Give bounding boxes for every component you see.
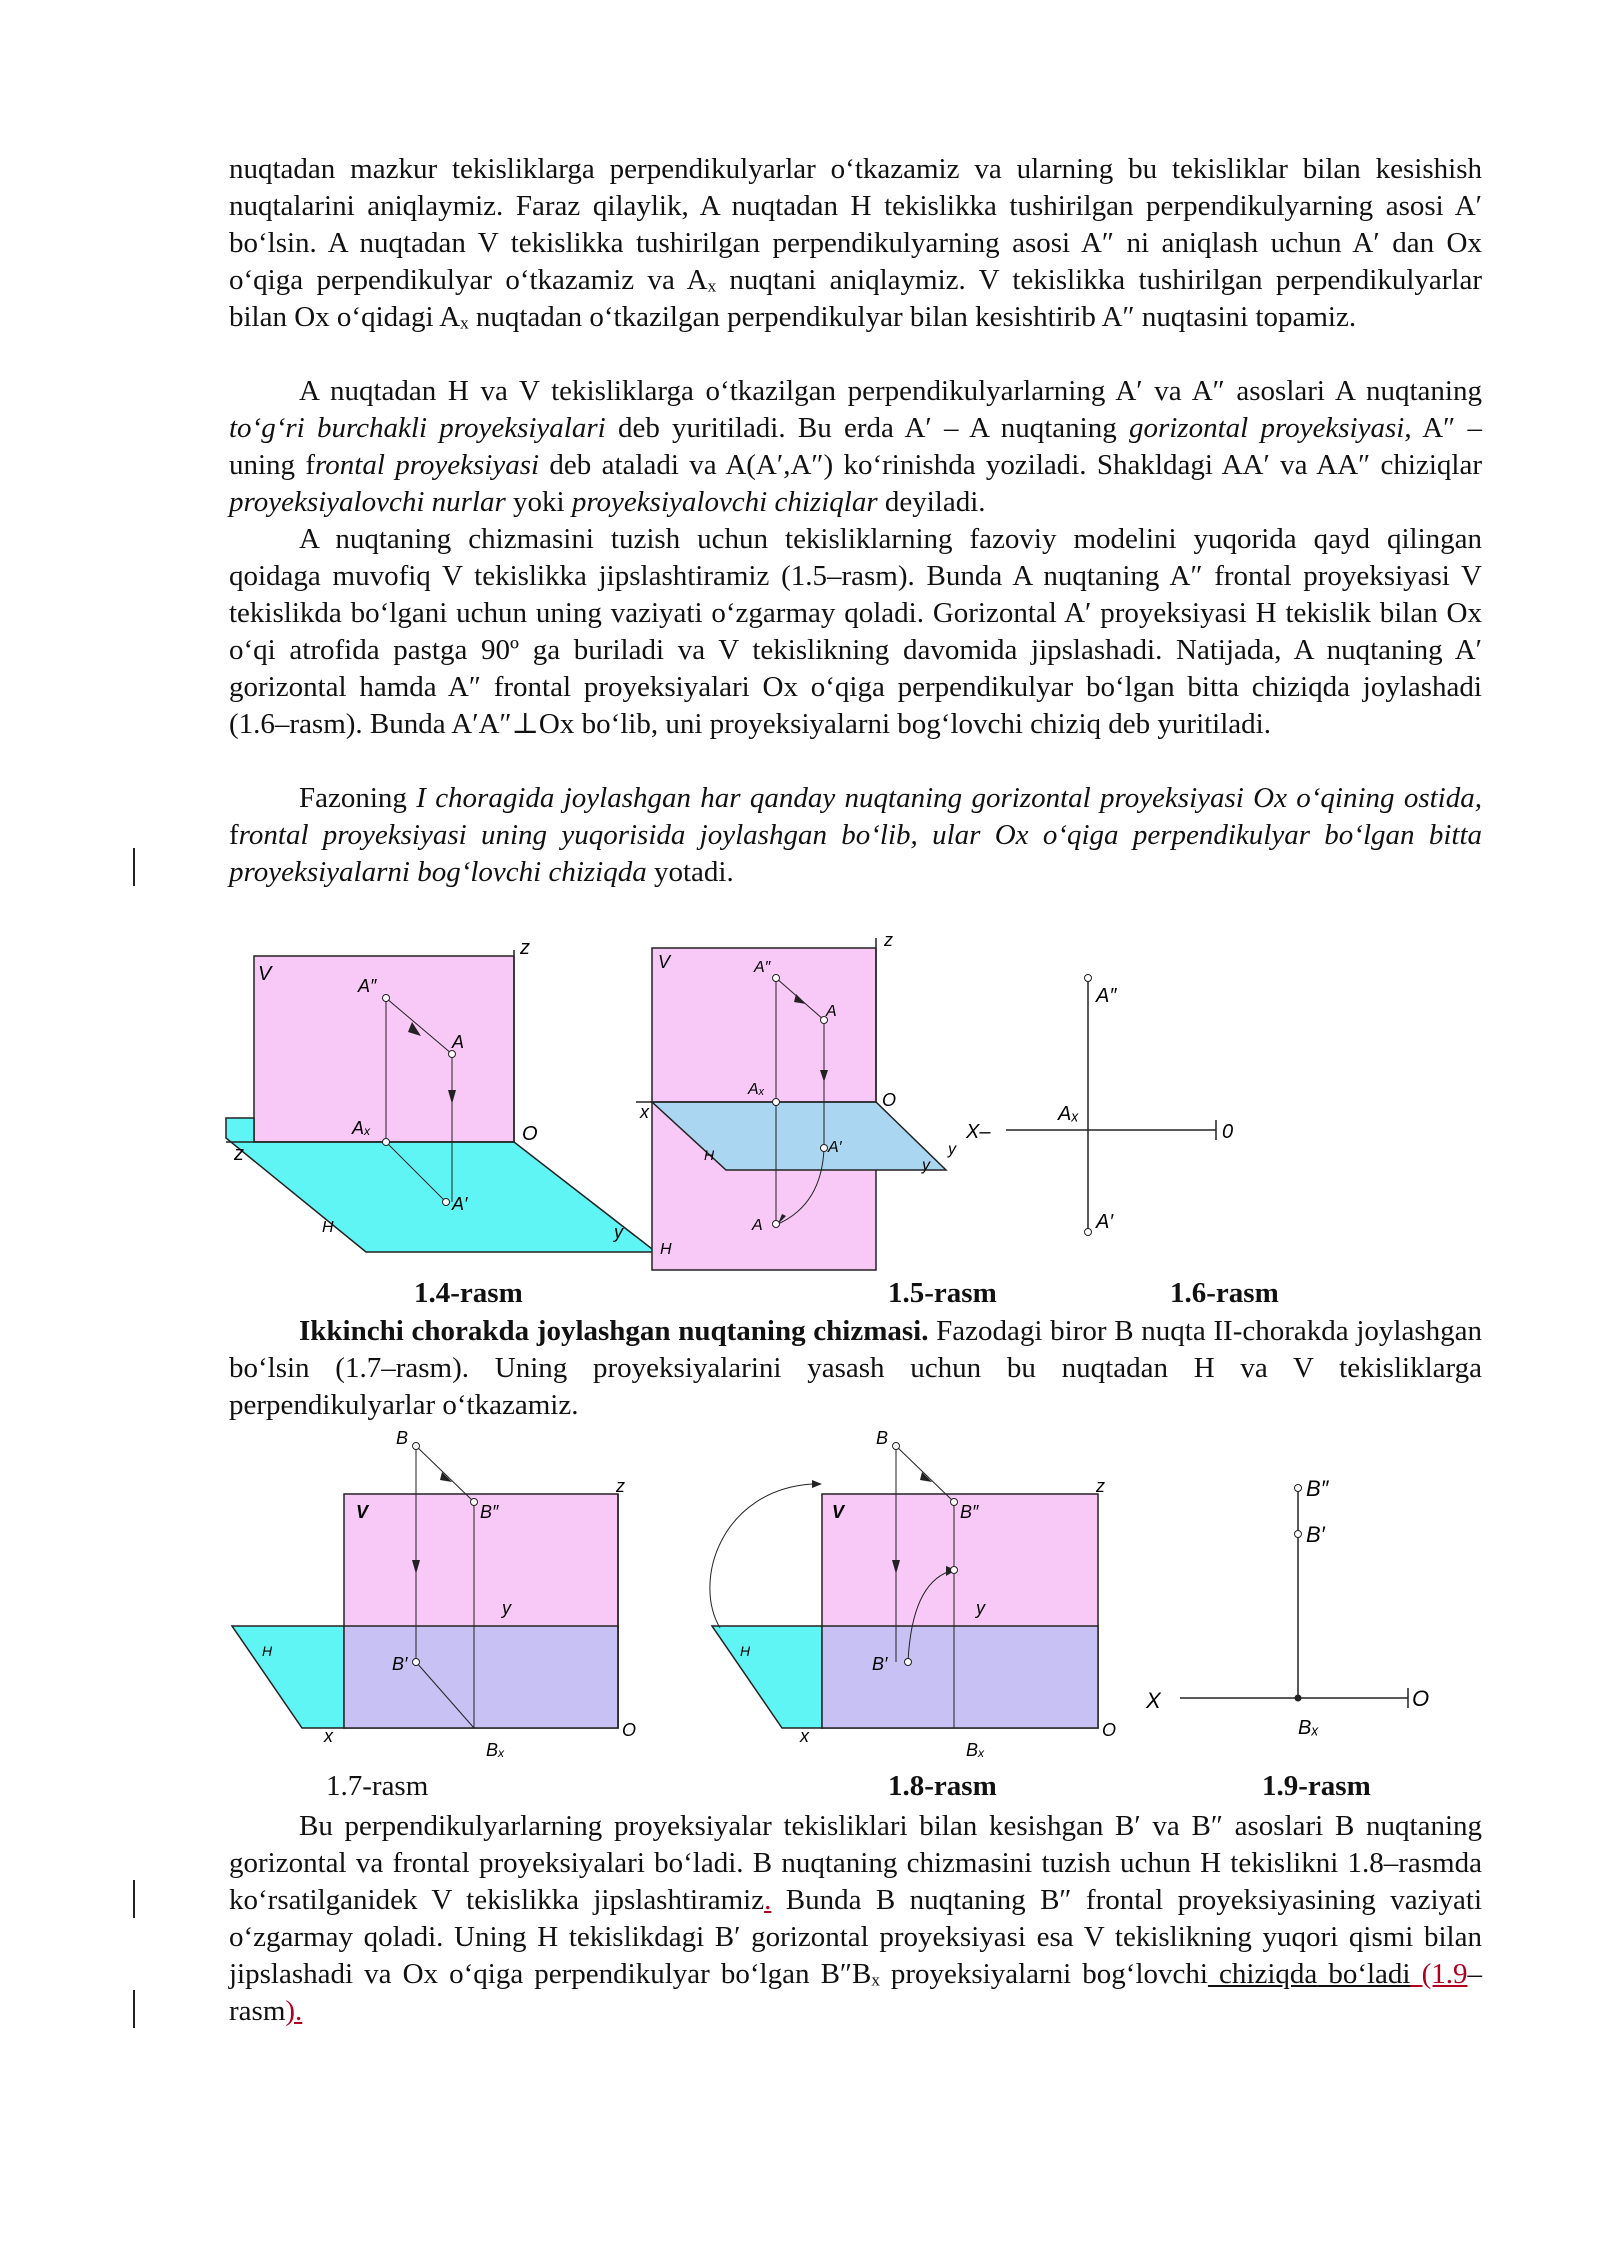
fig16-ax-label: Aₓ [1058,1103,1079,1125]
fig15-v-label: V [658,952,671,972]
figure-1-4 [226,937,646,1260]
fig16-a1-label: A′ [1096,1211,1114,1233]
fig14-o-label: O [522,1123,538,1145]
fig17-o-label: O [622,1720,637,1740]
paragraph-6: Bu perpendikulyarlarning proyeksiyalar tekisliklari bilan kesishgan B′ va B″ asoslari B nuqtaning gorizontal va frontal proyeksiyalari bo‘ladi. B nuqtaning chizmasini tuzish uchun H tekislikni 1.8–rasmda ko‘rsatilganidek V tekislikka jipslashtiramiz. Bunda B nuqtaning B″ frontal proyeksiyasining vaziyati o‘zgarmay qoladi. Uning H tekislikdagi B′ gorizontal proyeksiyasi esa V tekislikning yuqori qismi bilan jipslashadi va Ox o‘qiga perpendikulyar bo‘lgan B″Bₓ proyeksiyalarni bog‘lovchi chiziqda bo‘ladi (1.9–rasm). [229,1810,1482,2027]
fig17-bx-label: Bₓ [486,1740,505,1760]
fig19-bx-label: Bₓ [1298,1717,1319,1739]
fig15-a-label: A [826,1003,837,1020]
fig14-a1-label: A′ [452,1194,468,1214]
fig18-o-label: O [1102,1720,1117,1740]
fig14-z-label: z [520,937,530,959]
fig18-z-label: z [1096,1476,1105,1496]
fig16-zero-label: 0 [1222,1121,1234,1143]
fig18-v-label: V [832,1502,845,1522]
fig18-b1-label: B′ [872,1654,888,1674]
paragraph-2: A nuqtadan H va V tekisliklarga o‘tkazilgan perpendikulyarlarning A′ va A″ asoslari A nuqtaning to‘g‘ri burchakli proyeksiyalari deb yuritiladi. Bu erda A′ – A nuqtaning gorizontal proyeksiyasi, A″ – uning frontal proyeksiyasi deb ataladi va A(A′,A″) ko‘rinishda yoziladi. Shakldagi AA′ va AA″ chiziqlar proyeksiyalovchi nurlar yoki proyeksiyalovchi chiziqlar deyiladi. [229,375,1482,518]
fig15-a2-label: A″ [754,959,771,976]
fig17-b1-label: B′ [392,1654,408,1674]
fig19-o-label: O [1412,1686,1430,1711]
fig18-h-label: H [740,1643,751,1659]
fig16-a2-label: A″ [1096,985,1117,1007]
paragraph-1: nuqtadan mazkur tekisliklarga perpendikulyarlar o‘tkazamiz va ularning bu tekisliklar bilan kesishish nuqtalarini aniqlaymiz. Faraz qilaylik, A nuqtadan H tekislikka tushirilgan perpendikulyarning asosi A′ bo‘lsin. A nuqtadan V tekislikka tushirilgan perpendikulyarning asosi A″ ni aniqlash uchun A′ dan Ox o‘qiga perpendikulyar o‘tkazamiz va Aₓ nuqtani aniqlaymiz. V tekislikka tushirilgan perpendikulyarlar bilan Ox o‘qidagi Aₓ nuqtadan o‘tkazilgan perpendikulyar bilan kesishtirib A″ nuqtasini topamiz. [229,153,1482,333]
fig17-z-label: z [616,1476,625,1496]
fig15-h-label: H [704,1147,715,1163]
fig14-h-label: H [322,1219,334,1236]
figure-1-8 [712,1430,1132,1770]
fig17-x-label: x [324,1726,333,1746]
caption-1-8: 1.8-rasm [888,1770,997,1802]
fig18-x-label: x [800,1726,809,1746]
fig19-b1-label: B′ [1306,1522,1325,1547]
fig18-y-label: y [976,1598,985,1618]
figure-1-6 [966,970,1256,1250]
figure-1-5 [636,930,976,1274]
fig15-x-label: x [640,1102,649,1122]
fig19-x-label: X [1146,1688,1161,1713]
fig14-a-label: A [452,1032,465,1052]
figure-1-7 [232,1428,637,1770]
fig17-h-label: H [262,1643,273,1659]
fig14-ax-label: Aₓ [352,1118,371,1138]
paragraph-4: Fazoning I choragida joylashgan har qanday nuqtaning gorizontal proyeksiyasi Ox o‘qining ostida, frontal proyeksiyasi uning yuqorisida joylashgan bo‘lib, ular Ox o‘qiga perpendikulyar bo‘lgan bitta proyeksiyalarni bog‘lovchi chiziqda yotadi. [229,782,1482,888]
caption-1-5: 1.5-rasm [888,1277,997,1309]
fig15-y-label: y [948,1141,956,1158]
change-bar [133,1990,135,2028]
fig18-bx-label: Bₓ [966,1740,985,1760]
fig18-b2-label: B″ [960,1502,979,1522]
caption-1-9: 1.9-rasm [1262,1770,1371,1802]
fig15-a-rot-label: A [752,1217,763,1234]
fig17-v-label: V [356,1502,369,1522]
caption-1-4: 1.4-rasm [414,1277,523,1309]
figure-1-9 [1140,1470,1440,1750]
fig18-b-label: B [876,1428,889,1448]
fig15-h2-label: H [660,1241,672,1258]
fig14-a2-label: A″ [358,976,377,996]
fig15-a1-label: A′ [828,1139,842,1156]
fig15-ax-label: Aₓ [748,1081,765,1098]
caption-1-7: 1.7-rasm [326,1770,429,1802]
fig16-x-label: X– [966,1121,991,1143]
fig17-y-label: y [502,1598,511,1618]
caption-1-6: 1.6-rasm [1170,1277,1279,1309]
fig14-y-label: y [614,1222,623,1242]
change-bar [133,848,135,886]
change-bar [133,1880,135,1918]
fig14-z2-label: z [234,1143,244,1165]
fig15-o-label: O [882,1090,897,1110]
fig15-y2-label: y [922,1157,930,1174]
paragraph-3: A nuqtaning chizmasini tuzish uchun tekisliklarning fazoviy modelini yuqorida qayd qilingan qoidaga muvofiq V tekislikka jipslashtiramiz (1.5–rasm). Bunda A nuqtaning A″ frontal proyeksiyasi V tekislikda bo‘lgani uchun uning vaziyati o‘zgarmay qoladi. Gorizontal A′ proyeksiyasi H tekislik bilan Ox o‘qi atrofida pastga 90º ga buriladi va V tekislikning davomida jipslashadi. Natijada, A nuqtaning A′ gorizontal hamda A″ frontal proyeksiyalari Ox o‘qiga perpendikulyar bo‘lgan bitta chiziqda joylashadi (1.6–rasm). Bunda A′A″⊥Ox bo‘lib, uni proyeksiyalarni bog‘lovchi chiziq deb yuritiladi. [229,523,1482,740]
fig15-z-label: z [884,930,893,950]
fig17-b2-label: B″ [480,1502,499,1522]
fig17-b-label: B [396,1428,409,1448]
paragraph-5: Ikkinchi chorakda joylashgan nuqtaning chizmasi. Fazodagi biror B nuqta II-chorakda joylashgan bo‘lsin (1.7–rasm). Uning proyeksiyalarini yasash uchun bu nuqtadan H va V tekisliklarga perpendikulyarlar o‘tkazamiz. [229,1315,1482,1421]
fig14-v-label: V [258,963,272,985]
fig19-b2-label: B″ [1306,1476,1329,1501]
